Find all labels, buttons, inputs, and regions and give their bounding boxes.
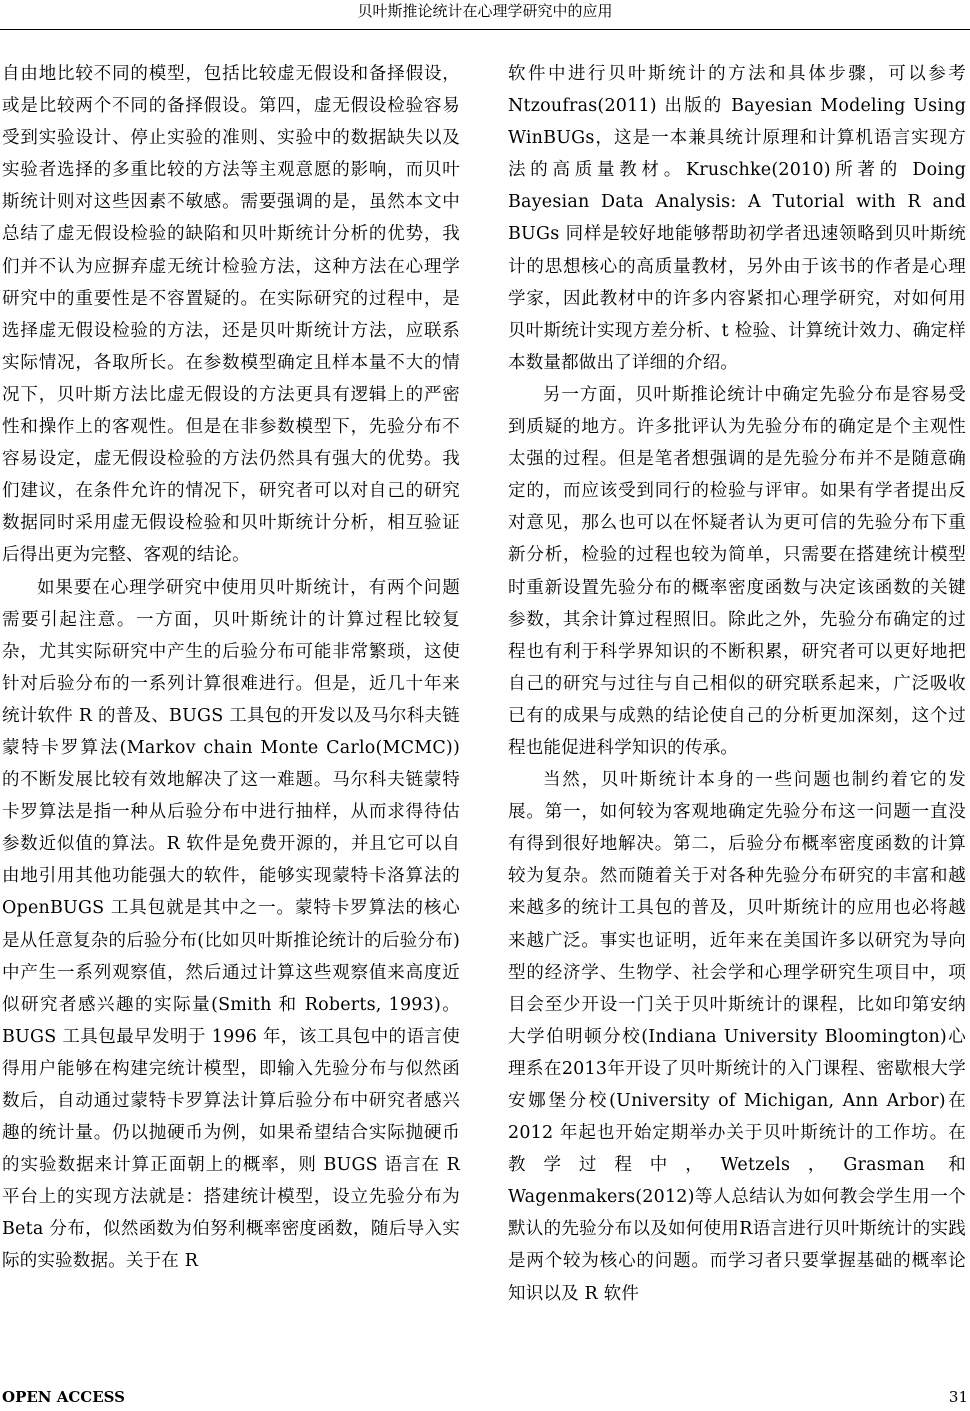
- page-footer: [0, 1388, 970, 1410]
- header-divider: [0, 29, 970, 30]
- paragraph: 当然，贝叶斯统计本身的一些问题也制约着它的发展。第一，如何较为客观地确定先验分布这一问题一直没有得到很好地解决。第二，后验分布概率密度函数的计算较为复杂。然而随着关于对各种先验分布研究的丰富和越来越多的统计工具包的普及，贝叶斯统计的应用也必将越来越广泛。事实也证明，近年来在美国许多以研究为导向型的经济学、生物学、社会学和心理学研究生项目中，项目会至少开设一门关于贝叶斯统计的课程，比如印第安纳大学伯明顿分校(Indiana University Bloomington)心理系在2013年开设了贝叶斯统计的入门课程、密歇根大学安娜堡分校(University of Michigan, Ann Arbor)在 2012 年起也开始定期举办关于贝叶斯统计的工作坊。在教学过程中，Wetzels，Grasman 和 Wagenmakers(2012)等人总结认为如何教会学生用一个默认的先验分布以及如何使用R语言进行贝叶斯统计的实践是两个较为核心的问题。而学习者只要掌握基础的概率论知识以及 R 软件: [508, 770, 966, 1304]
- paragraph: 软件中进行贝叶斯统计的方法和具体步骤，可以参考Ntzoufras(2011) 出版的 Bayesian Modeling Using WinBUGs，这是一本兼具统计原理和计算机语言实现方法的高质量教材。Kruschke(2010)所著的 Doing Bayesian Data Analysis: A Tutorial with R and BUGs 同样是较好地能够帮助初学者迅速领略到贝叶斯统计的思想核心的高质量教材，另外由于该书的作者是心理学家，因此教材中的许多内容紧扣心理学研究，对如何用贝叶斯统计实现方差分析、t 检验、计算统计效力、确定样本数量都做出了详细的介绍。: [508, 64, 966, 373]
- open-access-label: OPEN ACCESS: [2, 1388, 125, 1406]
- right-column: [508, 58, 966, 1310]
- paragraph: 另一方面，贝叶斯推论统计中确定先验分布是容易受到质疑的地方。许多批评认为先验分布的确定是个主观性太强的过程。但是笔者想强调的是先验分布并不是随意确定的，而应该受到同行的检验与评审。如果有学者提出反对意见，那么也可以在怀疑者认为更可信的先验分布下重新分析，检验的过程也较为简单，只需要在搭建统计模型时重新设置先验分布的概率密度函数与决定该函数的关键参数，其余计算过程照旧。除此之外，先验分布确定的过程也有利于科学界知识的不断积累，研究者可以更好地把自己的研究与过往与自己相似的研究联系起来，广泛吸收已有的成果与成熟的结论使自己的分析更加深刻，这个过程也能促进科学知识的传承。: [508, 384, 966, 758]
- running-title: 贝叶斯推论统计在心理学研究中的应用: [357, 2, 613, 20]
- paragraph: 如果要在心理学研究中使用贝叶斯统计，有两个问题需要引起注意。一方面，贝叶斯统计的计算过程比较复杂，尤其实际研究中产生的后验分布可能非常繁琐，这使针对后验分布的一系列计算很难进行。但是，近几十年来统计软件 R 的普及、BUGS 工具包的开发以及马尔科夫链蒙特卡罗算法(Markov chain Monte Carlo(MCMC))的不断发展比较有效地解决了这一难题。马尔科夫链蒙特卡罗算法是指一种从后验分布中进行抽样，从而求得待估参数近似值的算法。R 软件是免费开源的，并且它可以自由地引用其他功能强大的软件，能够实现蒙特卡洛算法的 OpenBUGS 工具包就是其中之一。蒙特卡罗算法的核心是从任意复杂的后验分布(比如贝叶斯推论统计的后验分布)中产生一系列观察值，然后通过计算这些观察值来高度近似研究者感兴趣的实际量(Smith 和 Roberts, 1993)。BUGS 工具包最早发明于 1996 年，该工具包中的语言使得用户能够在构建完统计模型，即输入先验分布与似然函数后，自动通过蒙特卡罗算法计算后验分布中研究者感兴趣的统计量。仍以抛硬币为例，如果希望结合实际抛硬币的实验数据来计算正面朝上的概率，则 BUGS 语言在 R 平台上的实现方法就是：搭建统计模型，设立先验分布为 Beta 分布，似然函数为伯努利概率密度函数，随后导入实际的实验数据。关于在 R: [2, 577, 460, 1272]
- page-number: 31: [948, 1388, 968, 1406]
- paragraph: 自由地比较不同的模型，包括比较虚无假设和备择假设，或是比较两个不同的备择假设。第四，虚无假设检验容易受到实验设计、停止实验的准则、实验中的数据缺失以及实验者选择的多重比较的方法等主观意愿的影响，而贝叶斯统计则对这些因素不敏感。需要强调的是，虽然本文中总结了虚无假设检验的缺陷和贝叶斯统计分析的优势，我们并不认为应摒弃虚无统计检验方法，这种方法在心理学研究中的重要性是不容置疑的。在实际研究的过程中，是选择虚无假设检验的方法，还是贝叶斯统计方法，应联系实际情况，各取所长。在参数模型确定且样本量不大的情况下，贝叶斯方法比虚无假设的方法更具有逻辑上的严密性和操作上的客观性。但是在非参数模型下，先验分布不容易设定，虚无假设检验的方法仍然具有强大的优势。我们建议，在条件允许的情况下，研究者可以对自己的研究数据同时采用虚无假设检验和贝叶斯统计分析，相互验证后得出更为完整、客观的结论。: [2, 64, 460, 566]
- left-column: [2, 58, 460, 1278]
- running-header: [0, 0, 970, 26]
